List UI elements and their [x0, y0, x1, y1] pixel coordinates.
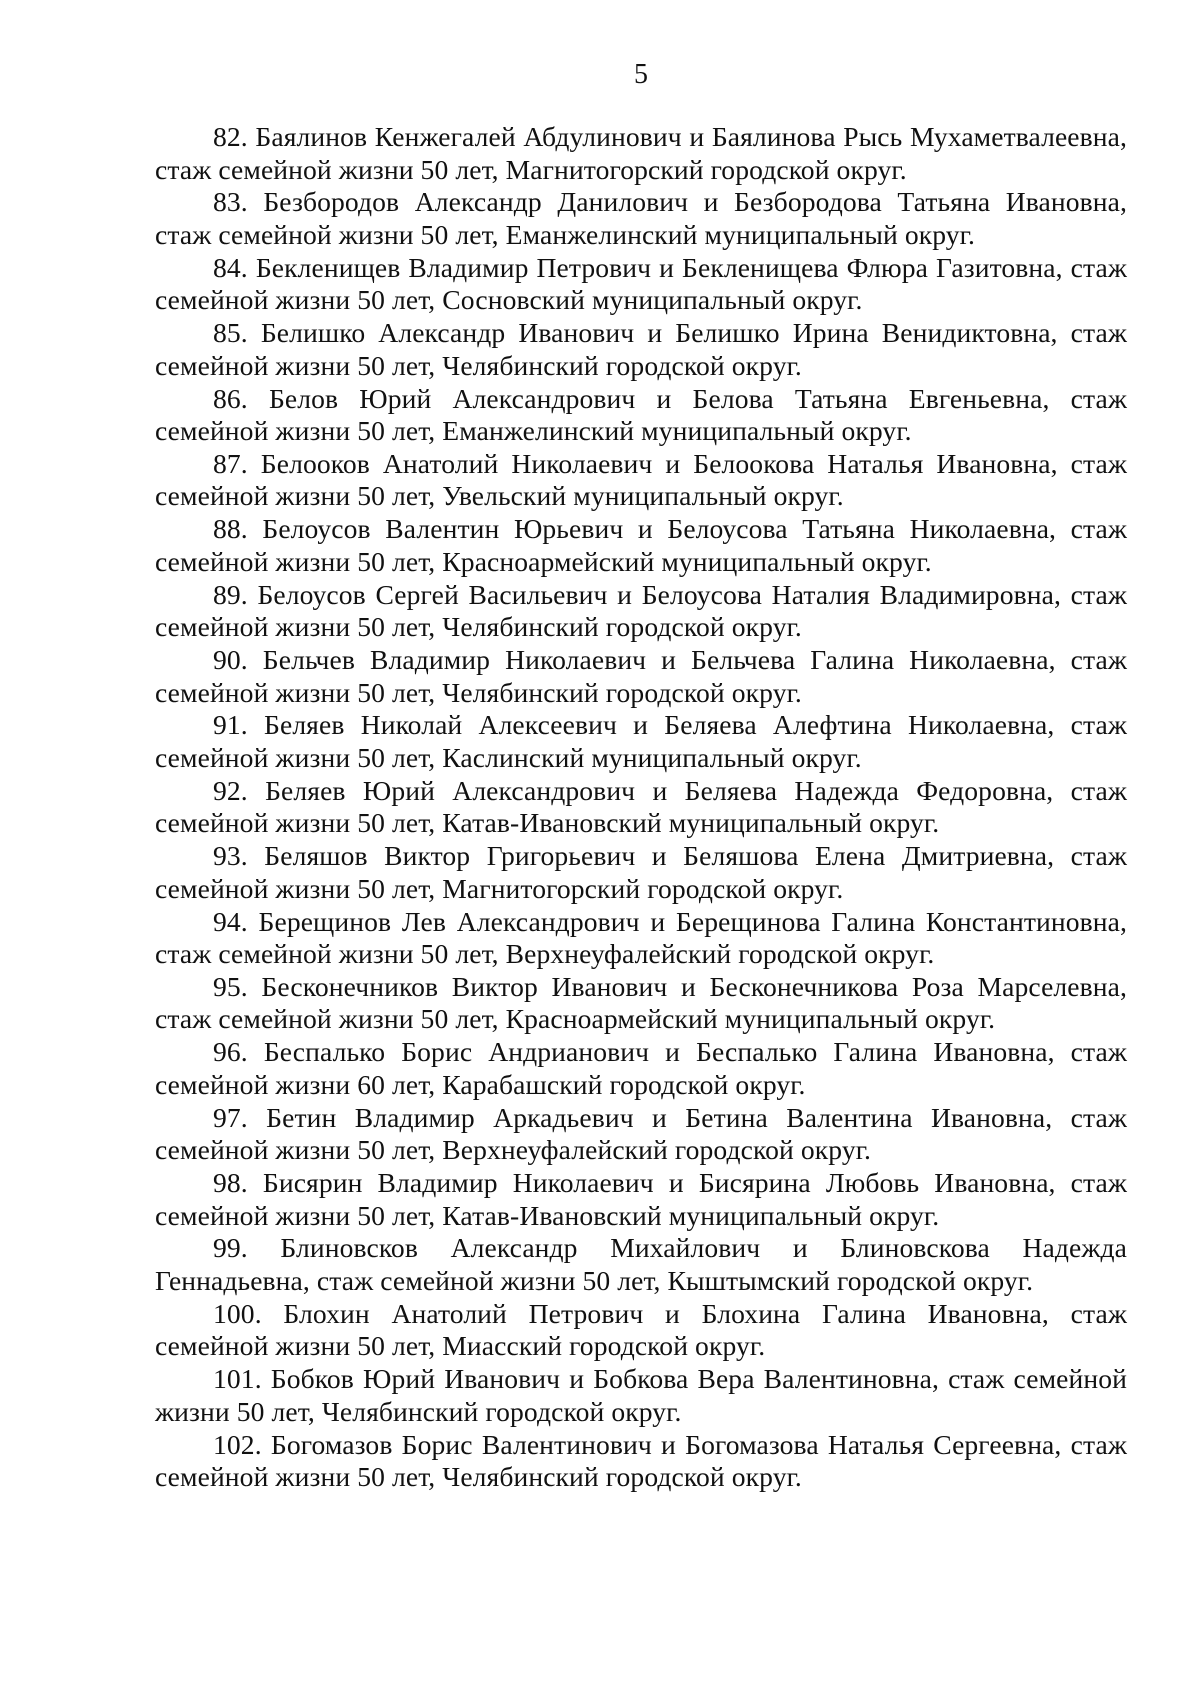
list-item: 87. Белооков Анатолий Николаевич и Белоокова Наталья Ивановна, стаж семейной жизни 50 лет, Увельский муниципальный округ.: [155, 447, 1127, 512]
list-item: 88. Белоусов Валентин Юрьевич и Белоусова Татьяна Николаевна, стаж семейной жизни 50 лет, Красноармейский муниципальный округ.: [155, 513, 1127, 577]
list-item: 102. Богомазов Борис Валентинович и Богомазова Наталья Сергеевна, стаж семейной жизни 50 лет, Челябинский городской округ.: [155, 1428, 1127, 1493]
list-item: 93. Беляшов Виктор Григорьевич и Беляшова Елена Дмитриевна, стаж семейной жизни 50 лет, Магнитогорский городской округ.: [155, 840, 1127, 904]
list-item: 92. Беляев Юрий Александрович и Беляева Надежда Федоровна, стаж семейной жизни 50 лет, Катав-Ивановский муниципальный округ.: [155, 774, 1127, 839]
list-item: 86. Белов Юрий Александрович и Белова Татьяна Евгеньевна, стаж семейной жизни 50 лет, Еманжелинский муниципальный округ.: [155, 382, 1127, 447]
list-item: 91. Беляев Николай Алексеевич и Беляева Алефтина Николаевна, стаж семейной жизни 50 лет, Каслинский муниципальный округ.: [155, 709, 1127, 773]
list-item: 94. Берещинов Лев Александрович и Берещинова Галина Константиновна, стаж семейной жизни 50 лет, Верхнеуфалейский городской округ.: [155, 905, 1127, 970]
list-item: 100. Блохин Анатолий Петрович и Блохина Галина Ивановна, стаж семейной жизни 50 лет, Миасский городской округ.: [155, 1297, 1127, 1362]
list-item: 98. Бисярин Владимир Николаевич и Бисярина Любовь Ивановна, стаж семейной жизни 50 лет, Катав-Ивановский муниципальный округ.: [155, 1167, 1127, 1231]
list-item: 90. Бельчев Владимир Николаевич и Бельчева Галина Николаевна, стаж семейной жизни 50 лет, Челябинский городской округ.: [155, 644, 1127, 708]
list-item: 96. Беспалько Борис Андрианович и Беспалько Галина Ивановна, стаж семейной жизни 60 лет, Карабашский городской округ.: [155, 1036, 1127, 1100]
list-item: 85. Белишко Александр Иванович и Белишко Ирина Венидиктовна, стаж семейной жизни 50 лет, Челябинский городской округ.: [155, 317, 1127, 381]
list-item: 99. Блиновсков Александр Михайлович и Блиновскова Надежда Геннадьевна, стаж семейной жизни 50 лет, Кыштымский городской округ.: [155, 1232, 1127, 1296]
award-list: [155, 121, 1127, 1494]
list-item: 95. Бесконечников Виктор Иванович и Бесконечникова Роза Марселевна, стаж семейной жизни 50 лет, Красноармейский муниципальный округ.: [155, 970, 1127, 1035]
list-item: 101. Бобков Юрий Иванович и Бобкова Вера Валентиновна, стаж семейной жизни 50 лет, Челябинский городской округ.: [155, 1363, 1127, 1427]
list-item: 82. Баялинов Кенжегалей Абдулинович и Баялинова Рысь Мухаметвалеевна, стаж семейной жизни 50 лет, Магнитогорский городской округ.: [155, 121, 1127, 185]
list-item: 84. Бекленищев Владимир Петрович и Бекленищева Флюра Газитовна, стаж семейной жизни 50 лет, Сосновский муниципальный округ.: [155, 251, 1127, 316]
list-item: 89. Белоусов Сергей Васильевич и Белоусова Наталия Владимировна, стаж семейной жизни 50 лет, Челябинский городской округ.: [155, 578, 1127, 643]
list-item: 83. Безбородов Александр Данилович и Безбородова Татьяна Ивановна, стаж семейной жизни 50 лет, Еманжелинский муниципальный округ.: [155, 186, 1127, 250]
list-item: 97. Бетин Владимир Аркадьевич и Бетина Валентина Ивановна, стаж семейной жизни 50 лет, Верхнеуфалейский городской округ.: [155, 1101, 1127, 1166]
page-number: 5: [634, 59, 648, 90]
